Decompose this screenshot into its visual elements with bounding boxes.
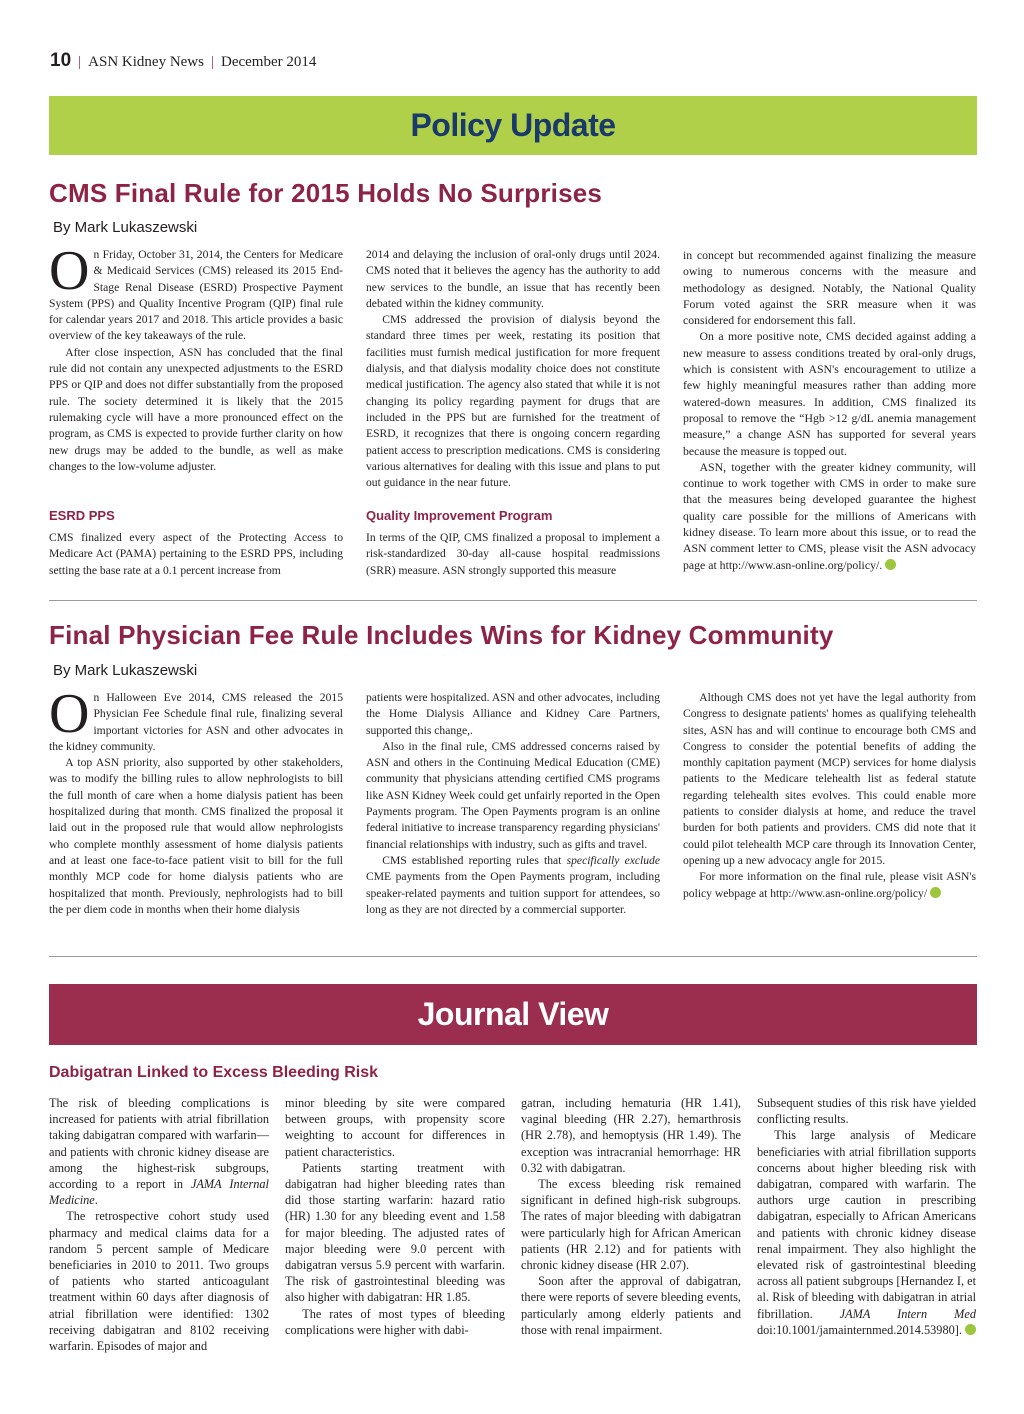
article2-dropcap: O: [49, 683, 90, 745]
article2-column-1: [49, 683, 343, 918]
article1-column-2: [366, 247, 660, 491]
qip-subhead: Quality Improvement Program: [366, 508, 553, 523]
article3-title: Dabigatran Linked to Excess Bleeding Risk: [49, 1064, 378, 1081]
page-number: 10: [50, 50, 72, 71]
end-bullet-icon: [930, 887, 941, 898]
article2-text: CME payments from the Open Payments program, including speaker-related payments and tuition support for attendees, so long as they are not directed by a commercial supporter.: [366, 870, 660, 916]
article2-paragraph: For more information on the final rule, please visit ASN's policy webpage at http://www.asn-online.org/policy/: [683, 870, 976, 900]
article1-paragraph: After close inspection, ASN has concluded that the final rule did not contain any unexpected adjustments to the ESRD PPS or QIP and does not differ substantially from the proposed rule. The society determined it is likely that the 2015 rulemaking cycle will have a more pronounced effect on the program, as CMS is expected to provide further clarity on how new drugs may be added to the bundle, as well as make changes to the low-volume adjuster.: [49, 345, 343, 473]
article2-paragraph: Also in the final rule, CMS addressed concerns raised by ASN and others in the Continuing Medical Education (CME) community that physicians attending certified CMS programs like ASN Kidney Week could get unfairly reported in the Open Payments program. The Open Payments program is an online federal initiative to increase transparency regarding physicians' financial relationships with industry, such as gifts and travel.: [366, 739, 660, 851]
article3-column-1: [49, 1095, 269, 1354]
article3-column-2: [285, 1095, 505, 1338]
article2-byline: By Mark Lukaszewski: [53, 662, 198, 679]
article1-paragraph: n Friday, October 31, 2014, the Centers for Medicare & Medicaid Services (CMS) released its 2015 End-Stage Renal Disease (ESRD) Prospective Payment System (PPS) and Quality Incentive Program (QIP) final rule for calendar years 2017 and 2018. This article provides a basic overview of the key takeaways of the rule.: [49, 248, 343, 343]
article1-column-1: [49, 240, 343, 475]
publication-name: ASN Kidney News: [88, 54, 204, 70]
article3-text: This large analysis of Medicare beneficiaries with atrial fibrillation supports concerns about higher bleeding risk with dabigatran, compared with warfarin. The authors urge caution in prescribing dabigatran, especially to African Americans and patients with chronic kidney disease renal impairment. They also highlight the elevated risk of gastrointestinal bleeding across all patient subgroups [Hernandez I, et al. Risk of bleeding with dabigatran in atrial fibrillation.: [757, 1128, 976, 1321]
article2-title: Final Physician Fee Rule Includes Wins for Kidney Community: [49, 620, 834, 650]
section-divider: [49, 600, 977, 601]
article1-dropcap: O: [49, 240, 90, 302]
folio-separator: |: [210, 54, 214, 70]
article1-paragraph: CMS addressed the provision of dialysis beyond the standard three times per week, restating its position that facilities must furnish medical justification for more frequent dialysis, and that dialysis modality choice does not constitute medical justification. The agency also stated that while it is not changing its policy regarding payment for drugs that are included in the PPS but are furnished for the treatment of ESRD, it recognizes that there is ongoing concern regarding patient access to prescription medications. CMS is considering various alternatives for dealing with this issue and plans to put out guidance in the near future.: [366, 313, 660, 490]
article3-paragraph: Patients starting treatment with dabigatran had higher bleeding rates than did those starting warfarin: hazard ratio (HR) 1.30 for any bleeding event and 1.58 for major bleeding. The adjusted rates of major bleeding were 9.0 percent with dabigatran versus 5.9 percent with warfarin. The risk of gastrointestinal bleeding was also higher with dabigatran: HR 1.85.: [285, 1160, 505, 1305]
article3-emphasis: JAMA Intern Med: [839, 1306, 976, 1321]
article2-column-3: [683, 690, 976, 902]
article1-paragraph: in concept but recommended against finalizing the measure owing to numerous concerns with the measure and methodology as designed. Notably, the National Quality Forum voted against the SRR measure when it was considered for endorsement this fall.: [683, 248, 976, 328]
article3-paragraph: gatran, including hematuria (HR 1.41), vaginal bleeding (HR 2.27), hemarthrosis (HR 2.78), and hemoptysis (HR 1.49). The exception was intracranial hemorrhage: HR 0.32 with dabigatran.: [521, 1096, 741, 1175]
page-folio: [50, 50, 316, 72]
article3-paragraph: minor bleeding by site were compared between groups, with propensity score weighting to account for differences in patient characteristics.: [285, 1096, 505, 1159]
article1-paragraph: 2014 and delaying the inclusion of oral-only drugs until 2024. CMS noted that it believes the agency has the authority to add new services to the bundle, an issue that has recently been debated within the kidney community.: [366, 248, 660, 310]
article2-column-2: [366, 690, 660, 918]
article3-text: doi:10.1001/jamainternmed.2014.53980].: [757, 1322, 962, 1337]
article1-column-2b: [366, 530, 660, 579]
article3-text: .: [94, 1193, 98, 1208]
journal-view-banner: Journal View: [49, 984, 977, 1045]
article2-emphasis: specifically exclude: [566, 853, 660, 867]
esrd-pps-subhead: ESRD PPS: [49, 508, 115, 523]
issue-date: December 2014: [221, 54, 317, 70]
article1-paragraph: In terms of the QIP, CMS finalized a proposal to implement a risk-standardized 30-day all-cause hospital readmissions (SRR) measure. ASN strongly supported this measure: [366, 531, 660, 577]
article2-text: CMS established reporting rules that: [382, 853, 567, 867]
end-bullet-icon: [965, 1324, 976, 1335]
folio-separator: |: [78, 54, 82, 70]
article1-title: CMS Final Rule for 2015 Holds No Surprises: [49, 178, 603, 208]
article2-paragraph: A top ASN priority, also supported by other stakeholders, was to modify the billing rules to allow nephrologists to bill the full month of care when a home dialysis patient has been hospitalized during that month. CMS finalized the proposal it laid out in the proposed rule that would allow nephrologists who complete monthly assessment of home dialysis patients and at least one face-to-face patient visit to bill for the full monthly MCP code for home dialysis patients who are hospitalized that month. Previously, nephrologists had to bill the per diem code in months when their home dialysis: [49, 756, 343, 916]
article3-column-3: [521, 1095, 741, 1338]
article3-paragraph: The rates of most types of bleeding complications were higher with dabi-: [285, 1306, 505, 1337]
article3-paragraph: Subsequent studies of this risk have yielded conflicting results.: [757, 1096, 976, 1127]
article2-paragraph: Although CMS does not yet have the legal authority from Congress to designate patients' homes as qualifying telehealth sites, ASN has and will continue to encourage both CMS and Congress to consider the potential benefits of adding the monthly capitation payment (MCP) services for home dialysis patients to the Medicare telehealth list as federal statute regarding telehealth sites evolves. This could enable more patients to consider dialysis at home, and reduce the travel burden for both patients and providers. CMS did note that it could pilot telehealth MCP care through its Innovation Center, opening up a new advocacy angle for 2015.: [683, 691, 976, 867]
article3-paragraph: The excess bleeding risk remained significant in defined high-risk subgroups. The rates of major bleeding with dabigatran were particularly high for African American patients (HR 2.12) and for patients with chronic kidney disease (HR 2.07).: [521, 1177, 741, 1273]
article1-byline: By Mark Lukaszewski: [53, 219, 198, 236]
article3-paragraph: Soon after the approval of dabigatran, there were reports of severe bleeding events, particularly among elderly patients and those with renal impairment.: [521, 1274, 741, 1337]
article3-column-4: [757, 1095, 976, 1338]
article3-emphasis: JAMA Internal Medicine: [49, 1177, 269, 1208]
article1-paragraph: ASN, together with the greater kidney community, will continue to work together with CMS in order to make sure that the measures being developed guarantee the highest quality care possible for the millions of Americans with kidney disease. To learn more about this issue, or to read the ASN comment letter to CMS, please visit the ASN advocacy page at http://www.asn-online.org/policy/.: [683, 459, 976, 572]
article2-paragraph: patients were hospitalized. ASN and other advocates, including the Home Dialysis Alliance and Kidney Care Partners, supported this change,.: [366, 691, 660, 737]
article3-text: The risk of bleeding complications is increased for patients with atrial fibrillation taking dabigatran compared with warfarin—and patients with chronic kidney disease are among the highest-risk subgroups, according to a report in: [49, 1096, 269, 1192]
policy-update-banner: Policy Update: [49, 96, 977, 155]
end-bullet-icon: [885, 559, 896, 570]
article1-paragraph: CMS finalized every aspect of the Protecting Access to Medicare Act (PAMA) pertaining to the ESRD PPS, including setting the base rate at a 0.1 percent increase from: [49, 531, 343, 577]
article1-paragraph: On a more positive note, CMS decided against adding a new measure to assess conditions treated by oral-only drugs, which is consistent with ASN's encouragement to utilize a few highly meaningful measures rather than adding more watered-down measures. In addition, CMS finalized its proposal to remove the “Hgb >12 g/dL anemia management measure,” a change ASN has supported for several years because the measure is topped out.: [683, 329, 976, 458]
article2-paragraph: n Halloween Eve 2014, CMS released the 2015 Physician Fee Schedule final rule, finalizing several important victories for ASN and other advocates in the kidney community.: [49, 691, 343, 753]
article1-column-1b: [49, 530, 343, 579]
article3-paragraph: The retrospective cohort study used pharmacy and medical claims data for a random 5 percent sample of Medicare beneficiaries in 2010 to 2011. Two groups of patients who started anticoagulant treatment within 60 days after diagnosis of atrial fibrillation were identified: 1302 receiving dabigatran and 8102 receiving warfarin. Episodes of major and: [49, 1209, 269, 1354]
article1-column-3: [683, 247, 976, 573]
section-divider: [49, 956, 977, 957]
